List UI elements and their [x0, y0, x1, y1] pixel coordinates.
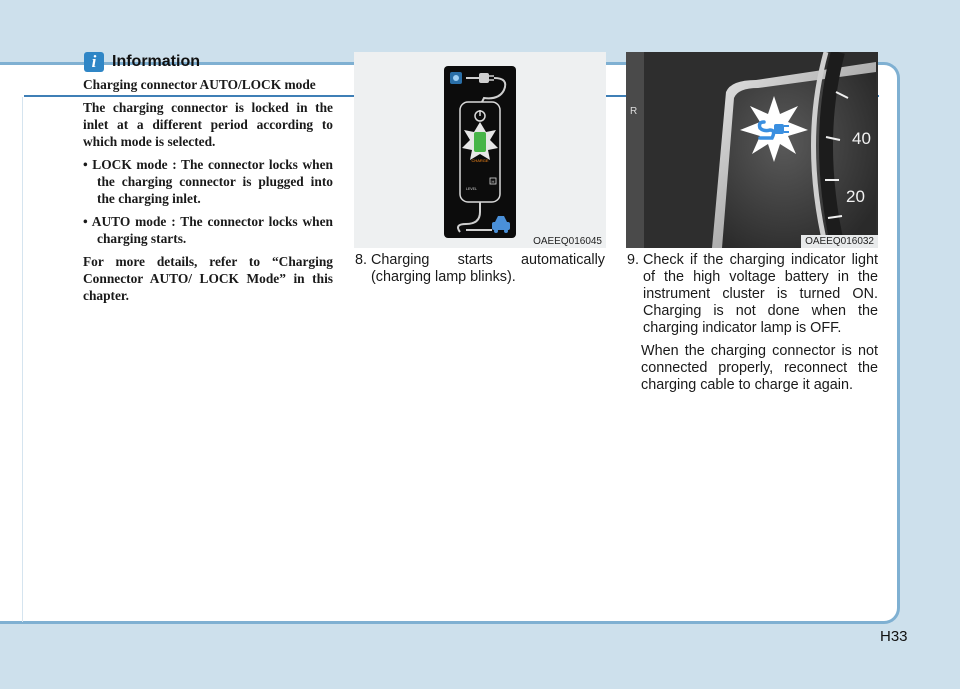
figure-instrument-cluster [626, 52, 878, 248]
charging-cable-illustration [354, 52, 606, 248]
step-9 [627, 252, 878, 394]
step-number: 8. [355, 252, 368, 268]
information-box-title [84, 52, 200, 72]
step-number: 9. [627, 252, 640, 268]
step-note: When the charging connector is not connected properly, reconnect the charging cable to charge it again. [641, 343, 878, 393]
charge-label: CHARGE [471, 158, 489, 163]
h-label: H [491, 179, 495, 184]
page-number: H33 [880, 628, 908, 645]
step-text: Check if the charging indicator light of the high voltage battery in the instrument cluster is turned ON. Charging is not done when the charging indicator lamp is OFF. [643, 252, 878, 336]
figure-code: OAEEQ016032 [801, 235, 878, 248]
left-margin-line [22, 97, 23, 622]
step-text: Charging starts automatically (charging lamp blinks). [371, 252, 605, 285]
information-heading: Information [112, 53, 200, 70]
figure-charging-cable [354, 52, 606, 248]
step-8 [355, 252, 605, 286]
information-body [83, 76, 333, 310]
info-bullet: • AUTO mode : The connector locks when charging starts. [83, 214, 333, 246]
info-bullet: • LOCK mode : The connector locks when the charging connector is plugged into the charging inlet. [83, 157, 333, 206]
instrument-cluster-illustration [626, 52, 878, 248]
r-label: R [630, 106, 638, 117]
info-paragraph: Charging connector AUTO/LOCK mode [83, 77, 316, 92]
gauge-label-40: 40 [852, 129, 871, 148]
gauge-label-20: 20 [846, 187, 865, 206]
level-label: LEVEL [466, 187, 477, 191]
info-paragraph: For more details, refer to “Charging Connector AUTO/ LOCK Mode” in this chapter. [83, 254, 333, 303]
information-icon: i [84, 52, 104, 72]
figure-code: OAEEQ016045 [529, 235, 606, 248]
info-paragraph: The charging connector is locked in the inlet at a different period according to which mode is selected. [83, 100, 333, 149]
